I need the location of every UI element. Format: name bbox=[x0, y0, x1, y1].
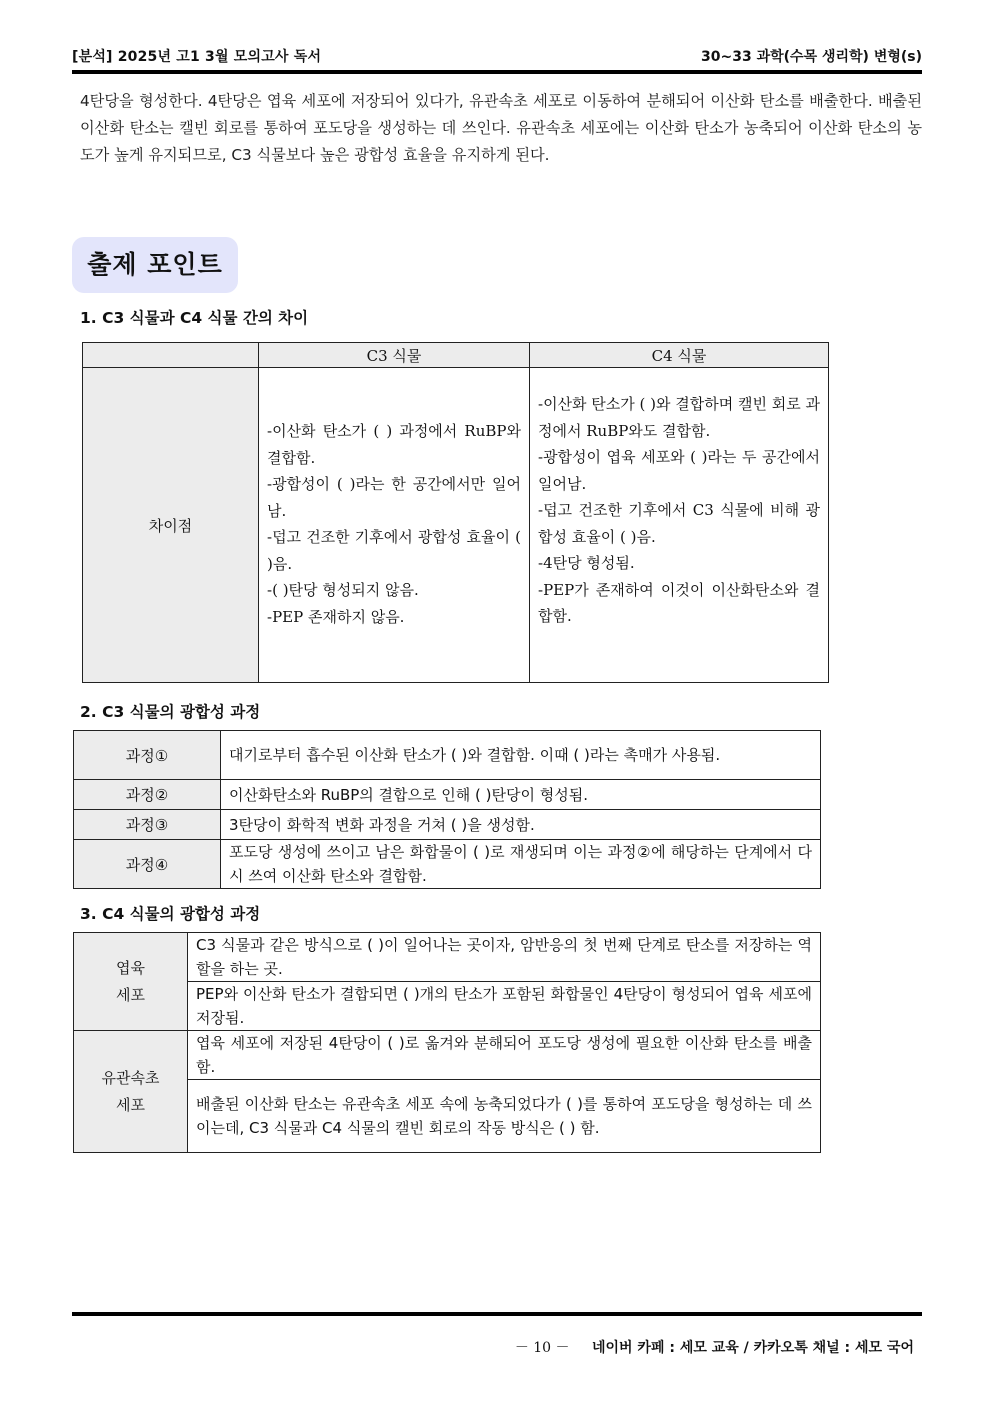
label-line: 유관속초 bbox=[101, 1068, 160, 1087]
process-text: 대기로부터 흡수된 이산화 탄소가 ( )와 결합함. 이때 ( )라는 촉매가 사용됨. bbox=[221, 731, 821, 780]
mesophyll-text: C3 식물과 같은 방식으로 ( )이 일어나는 곳이자, 암반응의 첫 번째 단계로 탄소를 저장하는 역할을 하는 곳. bbox=[188, 933, 821, 982]
section1-title: 1. C3 식물과 C4 식물 간의 차이 bbox=[80, 309, 309, 327]
page-number: － 10 － bbox=[514, 1340, 570, 1356]
header-subtitle: 30~33 과학(수목 생리학) 변형(s) bbox=[701, 49, 922, 65]
c3-line: -덥고 건조한 기후에서 광합성 효율이 ( )음. bbox=[267, 528, 521, 573]
bundle-sheath-text: 배출된 이산화 탄소는 유관속초 세포 속에 농축되었다가 ( )를 통하여 포도당을 형성하는 데 쓰이는데, C3 식물과 C4 식물의 캘빈 회로의 작동 방식은 ( ) 함. bbox=[188, 1080, 821, 1153]
c3-process-table bbox=[73, 730, 821, 889]
footer-rule bbox=[72, 1312, 922, 1316]
header-title: [분석] 2025년 고1 3월 모의고사 독서 bbox=[72, 49, 322, 65]
process-label: 과정④ bbox=[74, 840, 221, 889]
intro-paragraph: 4탄당을 형성한다. 4탄당은 엽육 세포에 저장되어 있다가, 유관속초 세포로 이동하여 분해되어 이산화 탄소를 배출한다. 배출된 이산화 탄소는 캘빈 회로를 통하여 포도당을 생성하는 데 쓰인다. 유관속초 세포에는 이산화 탄소가 농축되어 이산화 탄소의 농도가 높게 유지되므로, C3 식물보다 높은 광합성 효율을 유지하게 된다. bbox=[80, 92, 922, 164]
process-label: 과정② bbox=[74, 780, 221, 810]
c4-line: -PEP가 존재하여 이것이 이산화탄소와 결합함. bbox=[538, 580, 820, 625]
c4-process-table bbox=[73, 932, 821, 1153]
label-line: 세포 bbox=[116, 985, 145, 1004]
c4-line: -4탄당 형성됨. bbox=[538, 554, 635, 572]
section-badge: 출제 포인트 bbox=[72, 237, 238, 293]
c4-line: -이산화 탄소가 ( )와 결합하며 캘빈 회로 과정에서 RuBP와도 결합함. bbox=[538, 395, 820, 440]
c3-line: -광합성이 ( )라는 한 공간에서만 일어남. bbox=[267, 475, 521, 520]
c3-line: -이산화 탄소가 ( ) 과정에서 RuBP와 결합함. bbox=[267, 422, 521, 467]
col-header-c3: C3 식물 bbox=[259, 343, 530, 368]
process-text: 3탄당이 화학적 변화 과정을 거쳐 ( )을 생성함. bbox=[221, 810, 821, 840]
c3-difference-cell bbox=[259, 368, 530, 683]
mesophyll-text: PEP와 이산화 탄소가 결합되면 ( )개의 탄소가 포함된 화합물인 4탄당이 형성되어 엽육 세포에 저장됨. bbox=[188, 982, 821, 1031]
section3-title: 3. C4 식물의 광합성 과정 bbox=[80, 905, 261, 923]
process-label: 과정① bbox=[74, 731, 221, 780]
c3-line: -PEP 존재하지 않음. bbox=[267, 607, 405, 626]
mesophyll-label bbox=[74, 933, 188, 1031]
label-line: 엽육 bbox=[116, 958, 145, 977]
col-header-c4: C4 식물 bbox=[530, 343, 829, 368]
process-text: 이산화탄소와 RuBP의 결합으로 인해 ( )탄당이 형성됨. bbox=[221, 780, 821, 810]
row-label-difference: 차이점 bbox=[83, 368, 259, 683]
c4-difference-cell bbox=[530, 368, 829, 683]
footer-channel: 네이버 카페 : 세모 교육 / 카카오톡 채널 : 세모 국어 bbox=[591, 1340, 914, 1356]
c3-line: -( )탄당 형성되지 않음. bbox=[267, 581, 419, 599]
process-text: 포도당 생성에 쓰이고 남은 화합물이 ( )로 재생되며 이는 과정②에 해당하는 단계에서 다시 쓰여 이산화 탄소와 결합함. bbox=[221, 840, 821, 889]
bundle-sheath-label bbox=[74, 1031, 188, 1153]
label-line: 세포 bbox=[116, 1095, 145, 1114]
section2-title: 2. C3 식물의 광합성 과정 bbox=[80, 703, 261, 721]
c4-line: -덥고 건조한 기후에서 C3 식물에 비해 광합성 효율이 ( )음. bbox=[538, 501, 820, 546]
c4-line: -광합성이 엽육 세포와 ( )라는 두 공간에서 일어남. bbox=[538, 448, 820, 493]
page-header bbox=[72, 44, 922, 68]
corner-cell bbox=[83, 343, 259, 368]
c3-c4-comparison-table bbox=[82, 342, 829, 683]
header-rule bbox=[72, 70, 922, 74]
bundle-sheath-text: 엽육 세포에 저장된 4탄당이 ( )로 옮겨와 분해되어 포도당 생성에 필요한 이산화 탄소를 배출함. bbox=[188, 1031, 821, 1080]
page-footer bbox=[515, 1337, 914, 1357]
process-label: 과정③ bbox=[74, 810, 221, 840]
